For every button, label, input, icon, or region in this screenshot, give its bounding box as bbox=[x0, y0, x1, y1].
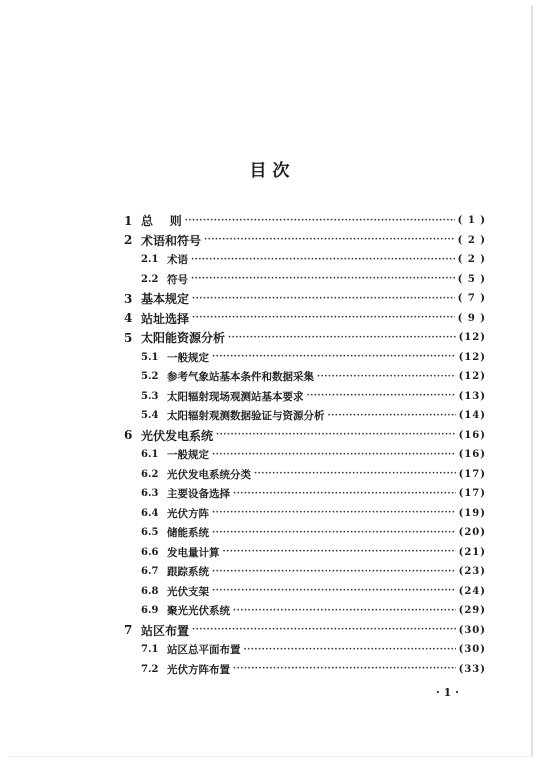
document-page bbox=[8, 6, 533, 757]
dot-leader bbox=[192, 625, 456, 635]
toc-entry-label: 太阳辐射现场观测站基本要求 bbox=[167, 390, 304, 403]
toc-entry-label: 术语 bbox=[167, 254, 188, 267]
toc-entry[interactable] bbox=[124, 523, 486, 543]
toc-entry-page: (21) bbox=[458, 546, 486, 558]
toc-entry-label: 总 则 bbox=[141, 214, 182, 229]
toc-entry-number: 2.1 bbox=[141, 254, 159, 266]
dot-leader bbox=[212, 586, 456, 596]
toc-entry-label: 光伏方阵 bbox=[167, 507, 209, 520]
toc-entry-number: 6.8 bbox=[141, 585, 159, 597]
toc-entry-page: ( 1 ) bbox=[457, 215, 486, 227]
toc-title: 目 次 bbox=[249, 161, 290, 181]
dot-leader bbox=[233, 606, 456, 616]
toc-entry-page: (17) bbox=[458, 488, 486, 500]
dot-leader bbox=[328, 411, 456, 421]
toc-entry-number: 7.1 bbox=[141, 644, 159, 656]
toc-entry-page: (19) bbox=[458, 507, 486, 519]
toc-entry-page: (33) bbox=[458, 663, 486, 675]
toc-entry-number: 5.4 bbox=[141, 410, 159, 422]
toc-entry-page: (17) bbox=[458, 468, 486, 480]
toc-entry-label: 光伏方阵布置 bbox=[167, 663, 230, 676]
dot-leader bbox=[212, 450, 456, 460]
dot-leader bbox=[244, 645, 456, 655]
toc-entry-label: 光伏发电系统 bbox=[141, 428, 214, 443]
toc-entry[interactable] bbox=[124, 426, 486, 446]
toc-entry-label: 站址选择 bbox=[141, 311, 190, 326]
toc-entry-page: (20) bbox=[458, 527, 486, 539]
dot-leader bbox=[228, 333, 456, 343]
dot-leader bbox=[233, 664, 456, 674]
toc-entry-page: ( 2 ) bbox=[457, 234, 486, 246]
toc-entry-label: 参考气象站基本条件和数据采集 bbox=[167, 371, 314, 384]
toc-entry[interactable] bbox=[124, 484, 486, 504]
toc-entry[interactable] bbox=[124, 211, 486, 231]
toc-entry-label: 一般规定 bbox=[167, 351, 209, 364]
toc-entry-number: 7 bbox=[124, 623, 133, 638]
toc-entry-number: 5.2 bbox=[141, 371, 159, 383]
toc-entry-label: 发电量计算 bbox=[167, 546, 220, 559]
toc-entry[interactable] bbox=[124, 640, 486, 660]
toc-entry-label: 太阳能资源分析 bbox=[141, 331, 226, 346]
dot-leader bbox=[204, 235, 455, 245]
dot-leader bbox=[233, 489, 456, 499]
toc-entry[interactable] bbox=[124, 582, 486, 602]
toc-entry-page: (13) bbox=[458, 390, 486, 402]
toc-entry[interactable] bbox=[124, 309, 486, 329]
toc-entry-number: 5.3 bbox=[141, 390, 159, 402]
toc-entry-label: 一般规定 bbox=[167, 449, 209, 462]
toc-entry-number: 2 bbox=[124, 233, 133, 248]
toc-entry-label: 聚光光伏系统 bbox=[167, 605, 230, 618]
toc-entry[interactable] bbox=[124, 601, 486, 621]
dot-leader bbox=[212, 528, 456, 538]
toc-entry[interactable] bbox=[124, 562, 486, 582]
toc-entry-number: 6.5 bbox=[141, 527, 159, 539]
toc-entry-label: 站区布置 bbox=[141, 623, 190, 638]
dot-leader bbox=[191, 255, 455, 265]
toc-entry-label: 基本规定 bbox=[141, 292, 190, 307]
toc-entry-page: (30) bbox=[458, 644, 486, 656]
toc-entry-page: (12) bbox=[458, 351, 486, 363]
toc-entry-label: 光伏发电系统分类 bbox=[167, 468, 251, 481]
toc-entry[interactable] bbox=[124, 406, 486, 426]
toc-entry-page: (30) bbox=[458, 624, 486, 636]
toc-entry-page: (29) bbox=[458, 605, 486, 617]
toc-entry-page: (24) bbox=[458, 585, 486, 597]
toc-entry[interactable] bbox=[124, 231, 486, 251]
toc-entry-number: 6.4 bbox=[141, 507, 159, 519]
toc-entry[interactable] bbox=[124, 250, 486, 270]
toc-entry-page: (12) bbox=[458, 371, 486, 383]
page-number: · 1 · bbox=[436, 686, 459, 699]
dot-leader bbox=[254, 469, 456, 479]
dot-leader bbox=[212, 352, 456, 362]
toc-entry-label: 术语和符号 bbox=[141, 233, 202, 248]
toc-entry[interactable] bbox=[124, 270, 486, 290]
toc-entry[interactable] bbox=[124, 621, 486, 641]
toc-entry-number: 3 bbox=[124, 291, 133, 306]
toc-entry-page: (23) bbox=[458, 566, 486, 578]
dot-leader bbox=[192, 294, 455, 304]
toc-entry-label: 储能系统 bbox=[167, 527, 209, 540]
toc-entry-number: 6.6 bbox=[141, 546, 159, 558]
dot-leader bbox=[185, 216, 455, 226]
dot-leader bbox=[216, 430, 456, 440]
toc-entry[interactable] bbox=[124, 367, 486, 387]
toc-entry-label: 跟踪系统 bbox=[167, 566, 209, 579]
toc-entry-page: ( 9 ) bbox=[457, 312, 486, 324]
toc-entry-label: 主要设备选择 bbox=[167, 488, 230, 501]
toc-entry-label: 站区总平面布置 bbox=[167, 644, 241, 657]
toc-entry[interactable] bbox=[124, 543, 486, 563]
toc-entry-page: (16) bbox=[458, 429, 486, 441]
toc-entry[interactable] bbox=[124, 445, 486, 465]
toc-entry[interactable] bbox=[124, 387, 486, 407]
toc-entry-label: 光伏支架 bbox=[167, 585, 209, 598]
toc-entry-number: 2.2 bbox=[141, 273, 159, 285]
toc-entry-number: 1 bbox=[124, 213, 133, 228]
toc-entry[interactable] bbox=[124, 660, 486, 680]
toc-entry[interactable] bbox=[124, 289, 486, 309]
dot-leader bbox=[212, 567, 456, 577]
toc-entry-number: 5 bbox=[124, 330, 133, 345]
toc-entry-page: ( 5 ) bbox=[457, 273, 486, 285]
toc-entry-number: 6.7 bbox=[141, 566, 159, 578]
toc-entry-number: 6.1 bbox=[141, 449, 159, 461]
toc-entry-page: (14) bbox=[458, 410, 486, 422]
toc-entry-page: ( 2 ) bbox=[457, 254, 486, 266]
toc-entry-label: 符号 bbox=[167, 273, 188, 286]
toc-entry-number: 6.2 bbox=[141, 468, 159, 480]
toc-entry-number: 6.9 bbox=[141, 605, 159, 617]
toc-entry[interactable] bbox=[124, 465, 486, 485]
toc-entry-number: 4 bbox=[124, 311, 133, 326]
dot-leader bbox=[191, 274, 455, 284]
toc-entry-number: 7.2 bbox=[141, 663, 159, 675]
dot-leader bbox=[223, 547, 456, 557]
toc-entry[interactable] bbox=[124, 328, 486, 348]
toc-entry-page: (16) bbox=[458, 449, 486, 461]
dot-leader bbox=[307, 391, 456, 401]
toc-entry-number: 5.1 bbox=[141, 351, 159, 363]
toc-entry[interactable] bbox=[124, 348, 486, 368]
toc-entry-page: (12) bbox=[458, 332, 486, 344]
toc-entry-label: 太阳辐射观测数据验证与资源分析 bbox=[167, 410, 325, 423]
toc-entry[interactable] bbox=[124, 504, 486, 524]
table-of-contents bbox=[124, 211, 486, 679]
toc-entry-page: ( 7 ) bbox=[457, 293, 486, 305]
toc-entry-number: 6 bbox=[124, 428, 133, 443]
dot-leader bbox=[317, 372, 456, 382]
dot-leader bbox=[212, 508, 456, 518]
toc-entry-number: 6.3 bbox=[141, 488, 159, 500]
dot-leader bbox=[192, 313, 455, 323]
